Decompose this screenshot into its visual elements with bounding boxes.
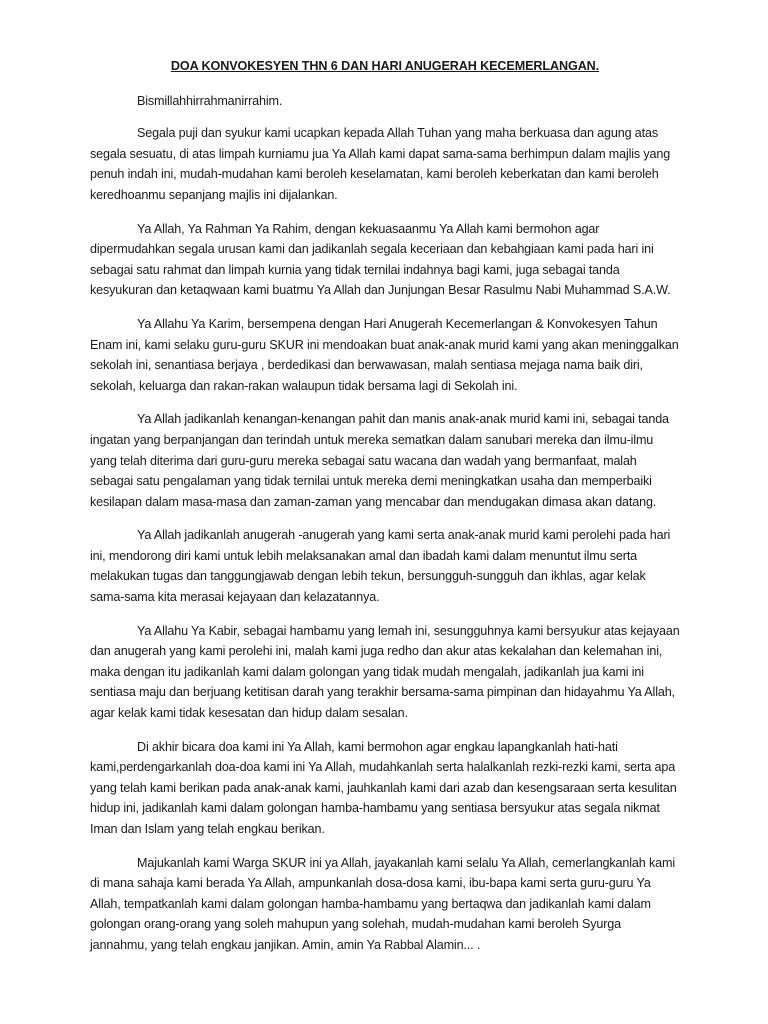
paragraph: Di akhir bicara doa kami ini Ya Allah, kami bermohon agar engkau lapangkanlah hati-hati kami,perdengarkanlah doa-doa kami ini Ya Allah, mudahkanlah serta halalkanlah rezki-rezki kami, serta apa yang telah kami berikan pada anak-anak kami, jauhkanlah kami dari azab dan kesengsaraan serta kesulitan hidup ini, jadikanlah kami dalam golongan hamba-hambamu yang sentiasa bersyukur atas segala nikmat Iman dan Islam yang telah engkau berikan. <box>90 739 677 836</box>
paragraph: Ya Allah jadikanlah anugerah -anugerah yang kami serta anak-anak murid kami perolehi pada hari ini, mendorong diri kami untuk lebih melaksanakan amal dan ibadah kami dalam menuntut ilmu serta melakukan tugas dan tanggungjawab dengan lebih tekun, bersungguh-sungguh dan ikhlas, agar kelak sama-sama kita merasai kejayaan dan kelazatannya. <box>90 528 671 605</box>
paragraph: Ya Allah, Ya Rahman Ya Rahim, dengan kekuasaanmu Ya Allah kami bermohon agar dipermudahkan segala urusan kami dan jadikanlah segala keceriaan dan kebahgiaan kami pada hari ini sebagai satu rahmat dan limpah kurnia yang tidak ternilai indahnya bagi kami, juga sebagai tanda kesyukuran dan ketaqwaan kami buatmu Ya Allah dan Junjungan Besar Rasulmu Nabi Muhammad S.A.W. <box>90 221 671 298</box>
paragraph: Ya Allahu Ya Kabir, sebagai hambamu yang lemah ini, sesungguhnya kami bersyukur atas kejayaan dan anugerah yang kami perolehi ini, malah kami juga redho dan akur atas kekalahan dan kelemahan ini, maka dengan itu jadikanlah kami dalam golongan yang tidak mudah mengalah, jadikanlah jua kami ini sentiasa maju dan berjuang ketitisan darah yang terakhir bersama-sama pimpinan dan hidayahmu Ya Allah, agar kelak kami tidak kesesatan dan hidup dalam sesalan. <box>90 623 680 721</box>
paragraph: Segala puji dan syukur kami ucapkan kepada Allah Tuhan yang maha berkuasa dan agung atas segala sesuatu, di atas limpah kurniamu jua Ya Allah kami dapat sama-sama berhimpun dalam majlis yang penuh indah ini, mudah-mudahan kami beroleh keselamatan, kami beroleh keberkatan dan kami beroleh keredhoanmu sepanjang majlis ini dijalankan. <box>90 126 671 202</box>
opening-line: Bismillahhirrahmanirrahim. <box>137 93 283 108</box>
document-title: DOA KONVOKESYEN THN 6 DAN HARI ANUGERAH KECEMERLANGAN. <box>170 59 600 73</box>
document-page <box>90 56 680 969</box>
paragraph: Majukanlah kami Warga SKUR ini ya Allah, jayakanlah kami selalu Ya Allah, cemerlangkanlah kami di mana sahaja kami berada Ya Allah, ampunkanlah dosa-dosa kami, ibu-bapa kami serta guru-guru Ya Allah, tempatkanlah kami dalam golongan hamba-hambamu yang bertaqwa dan jadikanlah kami dalam golongan orang-orang yang soleh mahupun yang solehah, mudah-mudahan kami beroleh Syurga jannahmu, yang telah engkau janjikan. Amin, amin Ya Rabbal Alamin... . <box>90 855 675 952</box>
paragraph-list <box>90 123 680 955</box>
paragraph: Ya Allahu Ya Karim, bersempena dengan Hari Anugerah Kecemerlangan & Konvokesyen Tahun Enam ini, kami selaku guru-guru SKUR ini mendoakan buat anak-anak murid kami yang akan meninggalkan sekolah ini, senantiasa berjaya , berdedikasi dan berwawasan, malah sentiasa mejaga nama baik diri, sekolah, keluarga dan rakan-rakan walaupun tidak bersama lagi di Sekolah ini. <box>90 316 679 393</box>
paragraph: Ya Allah jadikanlah kenangan-kenangan pahit dan manis anak-anak murid kami ini, sebagai tanda ingatan yang berpanjangan dan terindah untuk mereka sematkan dalam sanubari mereka dan ilmu-ilmu yang telah diterima dari guru-guru mereka sebagai satu wacana dan wadah yang bermanfaat, malah sebagai satu pengalaman yang tidak ternilai untuk mereka demi meningkatkan usaha dan memperbaiki kesilapan dalam masa-masa dan zaman-zaman yang mencabar dan mendugakan dimasa akan datang. <box>90 412 669 509</box>
